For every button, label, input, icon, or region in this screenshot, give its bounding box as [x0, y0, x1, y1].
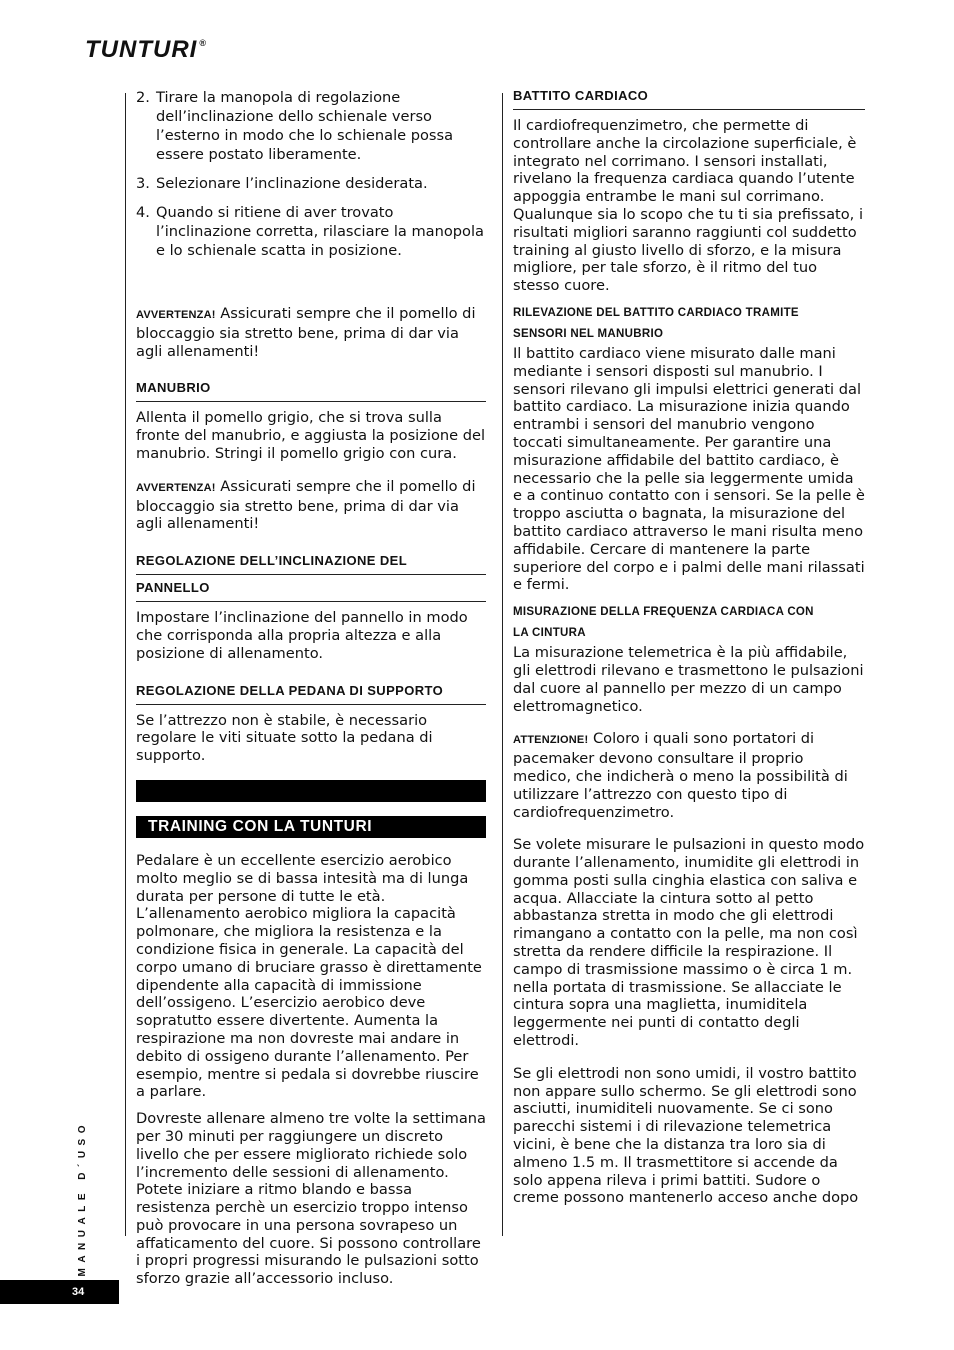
step-text: Tirare la manopola di regolazione dell’inclinazione dello schienale verso l’esterno in modo che lo schienale possa essere postato liberamente. [156, 89, 454, 163]
section-heading-pannello-line2: PANNELLO [136, 575, 486, 602]
section-heading-manubrio: MANUBRIO [136, 375, 486, 402]
training-paragraph-2: Dovreste allenare almeno tre volte la settimana per 30 minuti per raggiungere un discreto livello che per essere migliorato richiede solo l’incremento delle sessioni di allenamento. Potete iniziare a ritmo blando e bassa resistenza perchè un esercizio troppo intenso può provocare in una persona sovrapeso un affaticamento del cuore. Si possono controllare i propri progressi misurando le pulsazioni sotto sforzo grazie all’accessorio incluso. [136, 1110, 486, 1288]
warning-paragraph [136, 478, 486, 533]
step-text: Quando si ritiene di aver trovato l’inclinazione corretta, rilasciare la manopola e lo schienale scatta in posizione. [156, 204, 484, 259]
step-4 [136, 203, 486, 260]
warning-label: AVVERTENZA! [136, 481, 216, 494]
right-column [513, 88, 865, 1222]
section-heading-pedana: REGOLAZIONE DELLA PEDANA DI SUPPORTO [136, 678, 486, 705]
section-heading-cintura-line2: LA CINTURA [513, 627, 586, 640]
step-3 [136, 174, 486, 193]
manubrio-text: Allenta il pomello grigio, che si trova sulla fronte del manubrio, e aggiusta la posizione del manubrio. Stringi il pomello grigio con cura. [136, 409, 486, 462]
attention-label: ATTENZIONE! [513, 734, 589, 747]
attention-paragraph [513, 730, 865, 821]
pedana-text: Se l’attrezzo non è stabile, è necessario regolare le viti situate sotto la pedana di supporto. [136, 711, 433, 765]
section-heading-pannello-line1: REGOLAZIONE DELL’INCLINAZIONE DEL [136, 548, 486, 575]
training-heading: TRAINING CON LA TUNTURI [136, 816, 486, 838]
training-paragraph-1: Pedalare è un eccellente esercizio aerobico molto meglio se di bassa intesità ma di lunga durata per persone di tutte le età. L’allenamento aerobico migliora la capacità polmonare, che migliora la resistenza e la condizione fisica in generale. La capacità del corpo umano di bruciare grasso è direttamente dipendente alla capacità di immissione dell’ossigeno. L’esercizio aerobico deve sopratutto essere divertente. Aumenta la respirazione ma non dovreste mai andare in debito di ossigeno durante l’allenamento. Per esempio, mentre si pedala si dovrebbe riuscire a parlare. [136, 851, 482, 1101]
warning-paragraph [136, 305, 486, 360]
warning-text: Assicurati sempre che il pomello di bloccaggio sia stretto bene, prima di dar via agli allenamenti! [136, 305, 476, 360]
pannello-text: Impostare l’inclinazione del pannello in modo che corrisponda alla propria altezza e alla posizione di allenamento. [136, 609, 468, 662]
electrodes-paragraph: Se gli elettrodi non sono umidi, il vostro battito non appare sullo schermo. Se gli elettrodi sono asciutti, inumiditeli nuovamente. Se ci sono parecchi sistemi i di rilevazione telemetrica vicini, è bene che la distanza tra loro sia di almeno 1.5 m. Il trasmettitore si accende da solo appena rileva i primi battiti. Sudore o creme possono mantenerlo acceso anche dopo [513, 1064, 859, 1207]
warning-label: AVVERTENZA! [136, 309, 216, 321]
tunturi-logo: TUNTURI ® [85, 36, 207, 63]
rilevazione-text: Il battito cardiaco viene misurato dalle mani mediante i sensori disposti sul manubrio. I sensori rilevano gli impulsi elettrici generati dal battito cardiaco. La misurazione inizia quando entrambi i sensori del manubrio vengono toccati simultaneamente. Per garantire una misurazione affidabile del battito cardiaco, è necessario che la pelle sia leggermente umida e a continuo contatto con i sensori. Se la pelle è troppo asciutta o bagnata, la misurazione del battito cardiaco attraverso le mani risulta meno affidabile. Cercare di mantenere la parte superiore del corpo e i palmi delle mani rilassati e fermi. [513, 344, 865, 594]
vertical-manual-label: MANUALE D´USO [77, 1120, 88, 1277]
step-2 [136, 88, 486, 164]
section-heading-rilevazione-line1: RILEVAZIONE DEL BATTITO CARDIACO TRAMITE [513, 306, 799, 319]
warning-text: Assicurati sempre che il pomello di bloccaggio sia stretto bene, prima di dar via agli allenamenti! [136, 477, 476, 533]
left-column-rule [125, 93, 126, 1236]
attention-text: Coloro i quali sono portatori di pacemaker devono consultare il proprio medico, che indicherà o meno la possibilità di utilizzare l’attrezzo con questo tipo di cardiofrequenzimetro. [513, 730, 848, 821]
section-heading-rilevazione-line2: SENSORI NEL MANUBRIO [513, 327, 664, 340]
section-divider-bar [136, 780, 486, 802]
measure-paragraph: Se volete misurare le pulsazioni in questo modo durante l’allenamento, inumidite gli elettrodi in gomma posti sulla cinghia elastica con saliva e acqua. Allacciate la cintura sotto al petto abbastanza stretta in modo che gli elettrodi rimangano a contatto con la pelle, ma non così stretta da rendere difficile la respirazione. Il campo di trasmissione massimo o è circa 1 m. nella portata di trasmissione. Se allacciate le cintura sopra una maglietta, inumiditela leggermente nei punti di contatto degli elettrodi. [513, 836, 865, 1050]
step-number: 4. [136, 204, 150, 221]
battito-text: Il cardiofrequenzimetro, che permette di controllare anche la circolazione superficiale, è integrato nel corrimano. I sensori installati, rivelano la frequenza cardiaca quando l’utente appoggia entrambe le mani sul corrimano. Qualunque sia lo scopo che tu ti sia prefissato, i risultati migliori saranno raggiunti col suddetto training al giusto livello di sforzo, e la misura migliore, per tale sforzo, è il ritmo del tuo stesso cuore. [513, 117, 864, 295]
section-heading-cintura-line1: MISURAZIONE DELLA FREQUENZA CARDIACA CON [513, 606, 814, 619]
section-heading-battito: BATTITO CARDIACO [513, 88, 865, 110]
step-number: 2. [136, 89, 150, 106]
step-number: 3. [136, 175, 150, 192]
step-text: Selezionare l’inclinazione desiderata. [156, 175, 428, 192]
left-column [136, 88, 486, 1303]
center-column-rule [502, 93, 503, 1236]
page-number: 34 [0, 1280, 119, 1304]
cintura-text: La misurazione telemetrica è la più affidabile, gli elettrodi rilevano e trasmettono le pulsazioni dal cuore al pannello per mezzo di un campo elettromagnetico. [513, 644, 864, 715]
